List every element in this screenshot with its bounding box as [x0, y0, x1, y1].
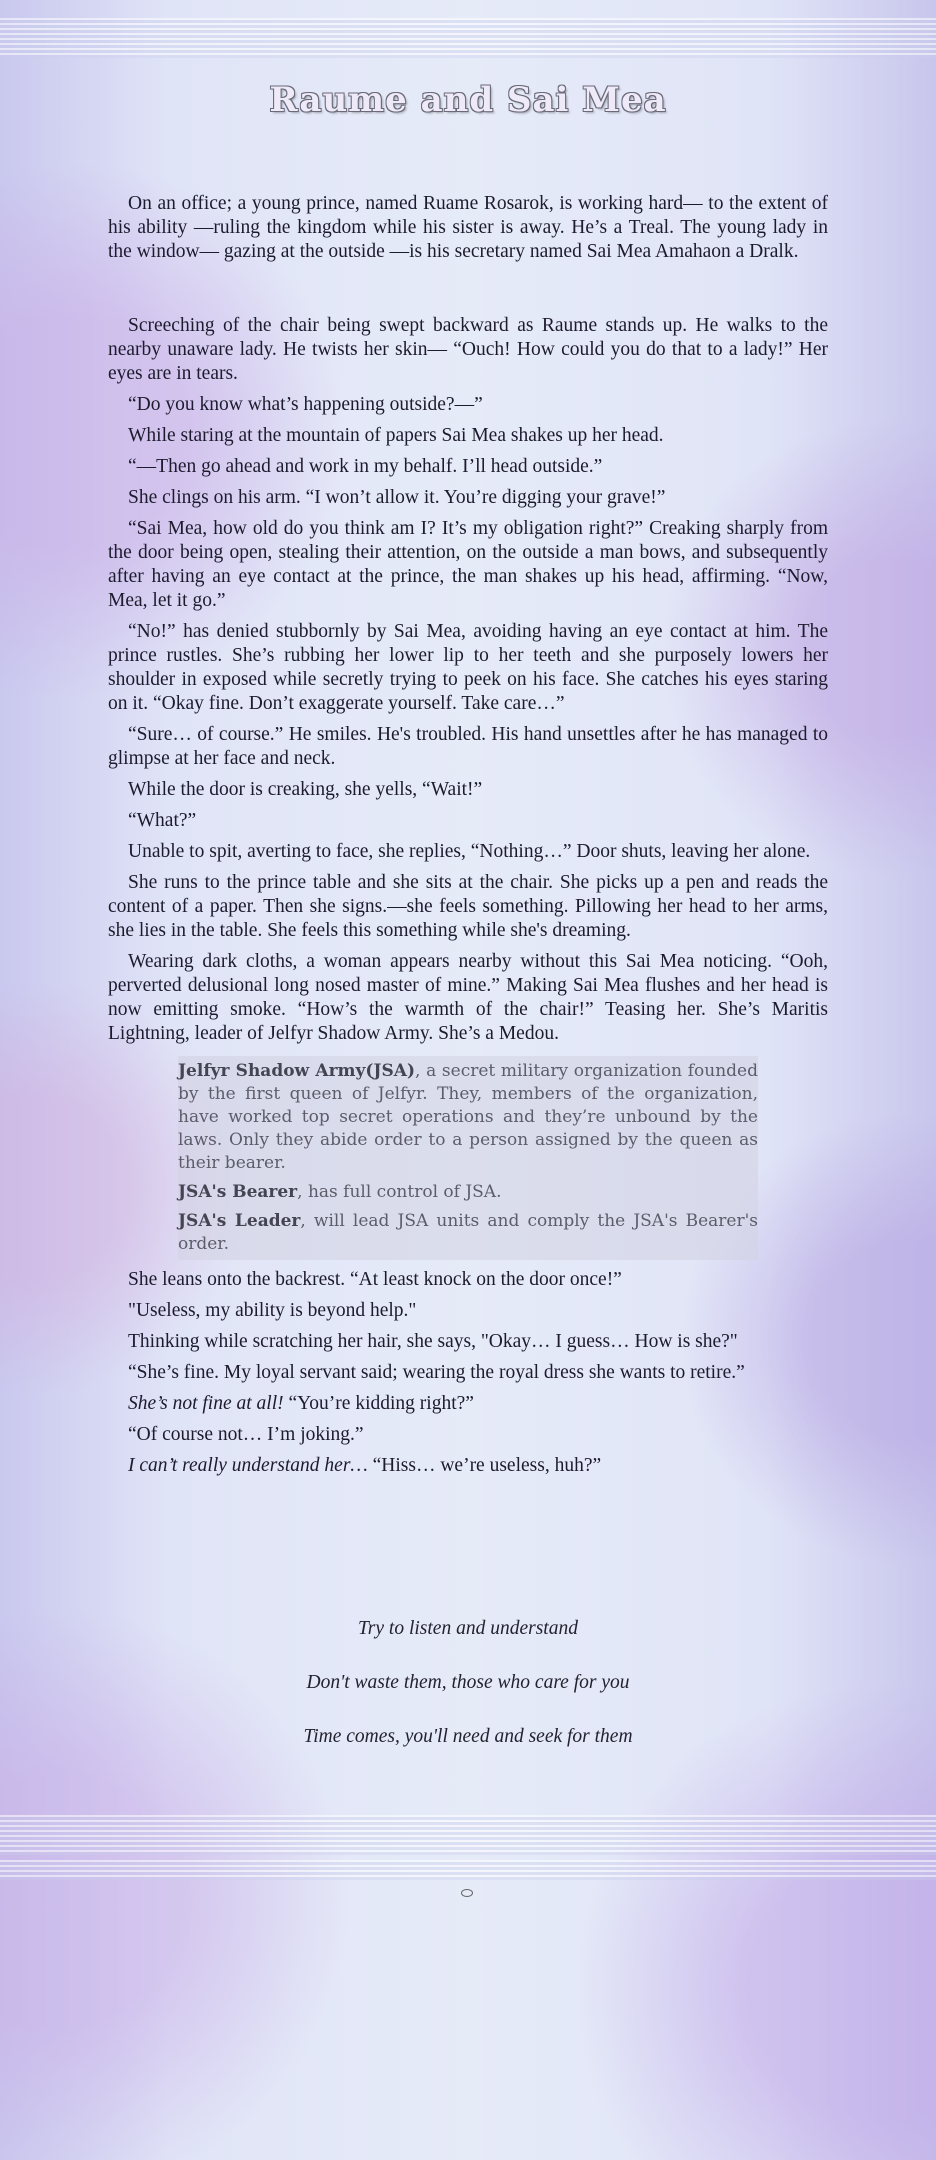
- glossary-note: [178, 1056, 758, 1260]
- note-leader: [178, 1210, 758, 1256]
- paragraph: While staring at the mountain of papers Sai Mea shakes up her head.: [128, 425, 664, 446]
- note-text: , will lead JSA units and comply the JSA's Bearer's order.: [178, 1211, 759, 1254]
- page-title: Raume and Sai Mea: [269, 80, 667, 120]
- closing-poem: [0, 1618, 936, 1780]
- decor-band: [0, 1860, 936, 1880]
- note-term: JSA's Leader: [178, 1211, 301, 1231]
- paragraph: Thinking while scratching her hair, she says, "Okay… I guess… How is she?": [128, 1331, 738, 1352]
- paragraph: She runs to the prince table and she sits at the chair. She picks up a pen and reads the content of a paper. Then she signs.—she feels something. Pillowing her head to her arms, she lies in the table. She feels this something while she's dreaming.: [108, 872, 828, 941]
- paragraph: Unable to spit, averting to face, she replies, “Nothing…” Door shuts, leaving her alone.: [128, 841, 811, 862]
- paragraph: On an office; a young prince, named Ruame Rosarok, is working hard— to the extent of his ability —ruling the kingdom while his sister is away. He’s a Treal. The young lady in the window— gazing at the outside —is his secretary named Sai Mea Amahaon a Dralk.: [108, 193, 828, 262]
- story-body: [108, 192, 828, 1485]
- end-ornament-icon: [461, 1889, 473, 1897]
- decor-band: [0, 1815, 936, 1855]
- paragraph: “What?”: [128, 810, 197, 831]
- paragraph: “Sure… of course.” He smiles. He's troubled. His hand unsettles after he has managed to glimpse at her face and neck.: [108, 724, 828, 769]
- paragraph: She clings on his arm. “I won’t allow it. You’re digging your grave!”: [128, 487, 666, 508]
- poem-line: Time comes, you'll need and seek for them: [303, 1726, 633, 1747]
- note-jsa: [178, 1060, 758, 1175]
- paragraph: “No!” has denied stubbornly by Sai Mea, avoiding having an eye contact at him. The prince rustles. She’s rubbing her lower lip to her teeth and she purposely lowers her shoulder in exposed while secretly trying to peek on his face. She catches his eyes staring on it. “Okay fine. Don’t exaggerate yourself. Take care…”: [108, 621, 828, 714]
- paragraph: [108, 1392, 828, 1416]
- inner-thought: She’s not fine at all!: [128, 1393, 284, 1414]
- paragraph: [108, 1454, 828, 1478]
- paragraph: Screeching of the chair being swept backward as Raume stands up. He walks to the nearby unaware lady. He twists her skin— “Ouch! How could you do that to a lady!” Her eyes are in tears.: [108, 315, 828, 384]
- note-text: , has full control of JSA.: [297, 1182, 502, 1202]
- paragraph: "Useless, my ability is beyond help.": [128, 1300, 417, 1321]
- paragraph: “Of course not… I’m joking.”: [128, 1424, 364, 1445]
- note-term: JSA's Bearer: [178, 1182, 298, 1202]
- decor-band: [0, 18, 936, 58]
- note-term: Jelfyr Shadow Army(JSA): [178, 1061, 415, 1081]
- note-text: , a secret military organization founded by the first queen of Jelfyr. They, members of the organization, have worked top secret operations and they’re unbound by the laws. Only they abide order to a person assigned by the queen as their bearer.: [178, 1061, 758, 1173]
- paragraph: “Do you know what’s happening outside?—”: [128, 394, 483, 415]
- paragraph: “She’s fine. My loyal servant said; wearing the royal dress she wants to retire.”: [128, 1362, 745, 1383]
- poem-line: Don't waste them, those who care for you: [306, 1672, 630, 1693]
- note-bearer: [178, 1181, 758, 1204]
- paragraph: Wearing dark cloths, a woman appears nearby without this Sai Mea noticing. “Ooh, perverted delusional long nosed master of mine.” Making Sai Mea flushes and her head is now emitting smoke. “How’s the warmth of the chair!” Teasing her. She’s Maritis Lightning, leader of Jelfyr Shadow Army. She’s a Medou.: [108, 951, 828, 1044]
- paragraph: While the door is creaking, she yells, “Wait!”: [128, 779, 483, 800]
- dialogue: “You’re kidding right?”: [288, 1393, 474, 1414]
- paragraph: “—Then go ahead and work in my behalf. I’ll head outside.”: [128, 456, 603, 477]
- poem-line: Try to listen and understand: [358, 1618, 578, 1639]
- paragraph: She leans onto the backrest. “At least knock on the door once!”: [128, 1269, 622, 1290]
- inner-thought: I can’t really understand her…: [128, 1455, 368, 1476]
- paragraph: “Sai Mea, how old do you think am I? It’s my obligation right?” Creaking sharply from the door being open, stealing their attention, on the outside a man bows, and subsequently after having an eye contact at the prince, the man shakes up his head, affirming. “Now, Mea, let it go.”: [108, 518, 828, 611]
- dialogue: “Hiss… we’re useless, huh?”: [372, 1455, 602, 1476]
